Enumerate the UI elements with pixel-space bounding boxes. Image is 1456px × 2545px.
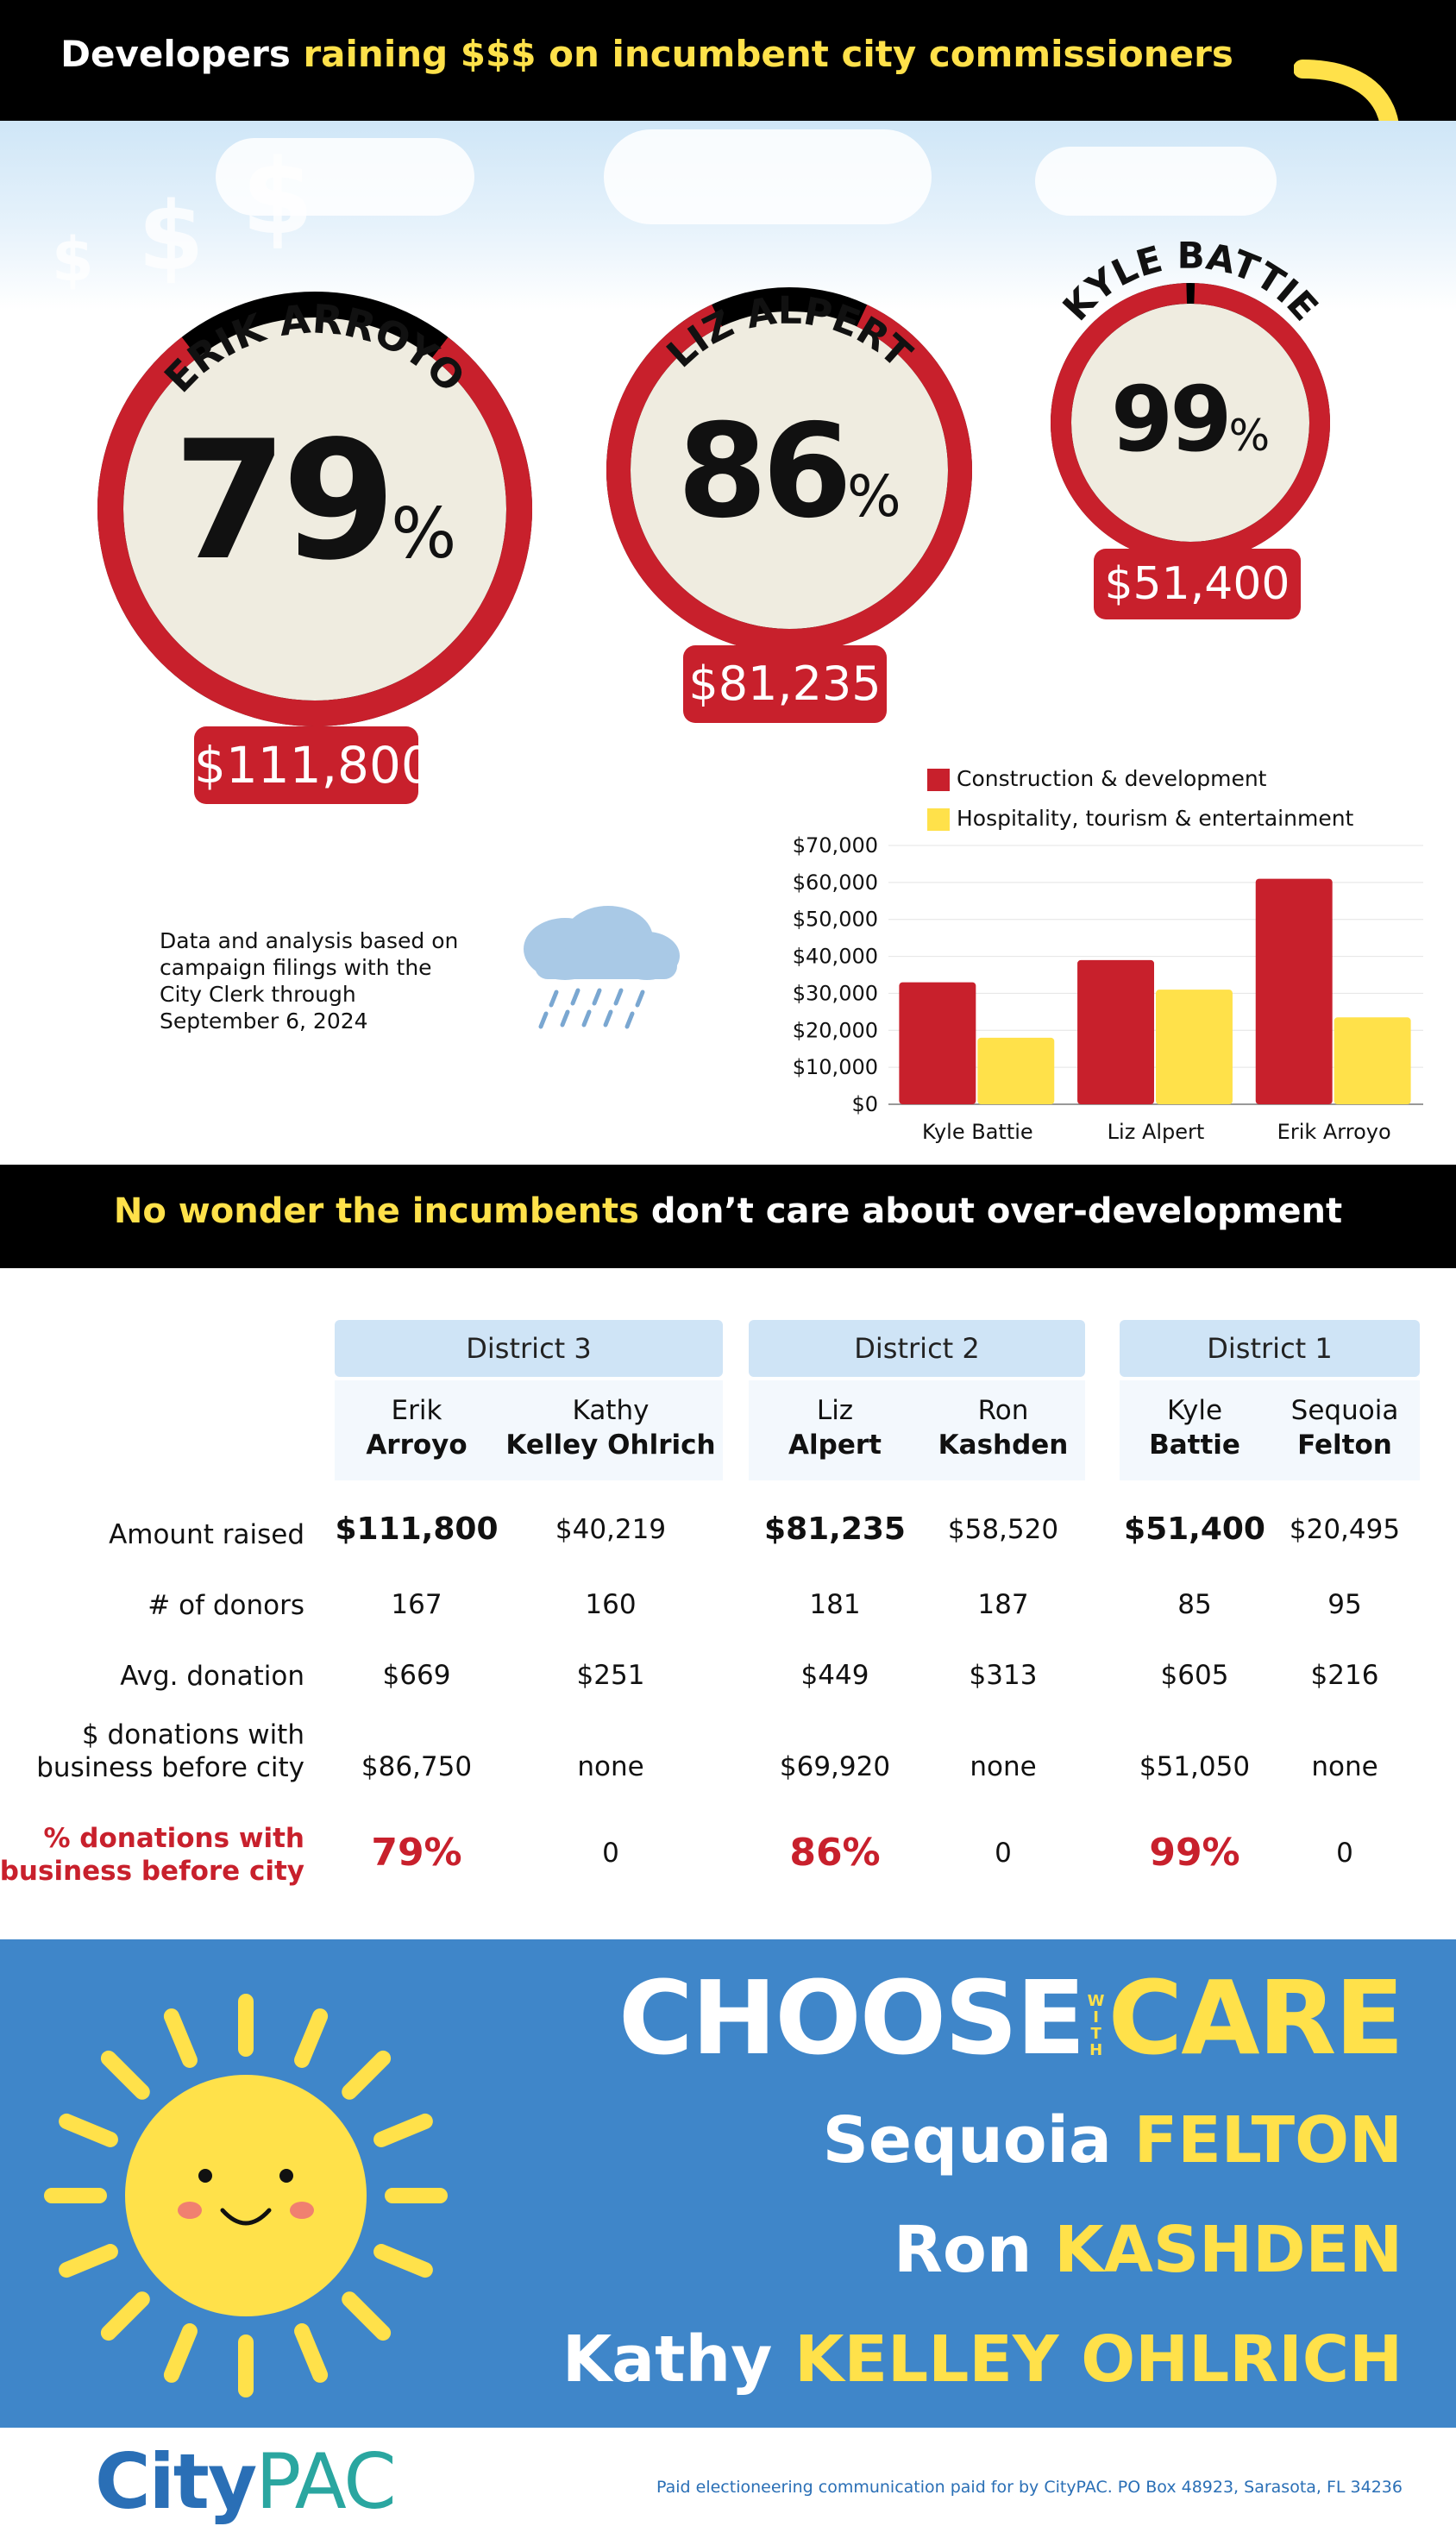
table-cell: $20,495 (1289, 1514, 1401, 1545)
table-cell: 187 (977, 1589, 1029, 1620)
table-cell: none (1311, 1751, 1378, 1782)
table-cell: none (970, 1751, 1037, 1782)
legend-hospitality: Hospitality, tourism & entertainment (927, 806, 1353, 831)
sun-icon (35, 1984, 457, 2407)
table-cell: 99% (1149, 1831, 1240, 1875)
table-cell: $251 (576, 1660, 645, 1691)
gauge-amount-erik-arroyo: $111,800 (194, 726, 418, 804)
table-cell: $69,920 (779, 1751, 891, 1782)
rain-cloud-icon (505, 906, 686, 1044)
row-label-dollar-business: $ donations with business before city (36, 1719, 304, 1783)
gauge-percent-liz-alpert: 86% (677, 397, 901, 547)
gauge-name-liz-alpert: LIZ ALPERT (658, 288, 920, 377)
y-tick-label: $20,000 (792, 1018, 878, 1043)
table-cell: 0 (602, 1838, 619, 1869)
candidate-ron-kashden: Ron Kashden (938, 1395, 1069, 1461)
table-cell: 85 (1177, 1589, 1212, 1620)
x-tick-label: Liz Alpert (1107, 1120, 1205, 1144)
gauge-name-kyle-battie: KYLE BATTIE (1054, 234, 1327, 330)
sun-ray (66, 2121, 110, 2140)
x-tick-label: Erik Arroyo (1277, 1120, 1391, 1144)
sun-ray (66, 2252, 110, 2270)
y-tick-label: $60,000 (792, 870, 878, 895)
sun-ray (349, 2299, 383, 2333)
table-cell: $51,050 (1139, 1751, 1251, 1782)
with-label: W I T H (1087, 1991, 1105, 2059)
endorse-kathy-kelley-ohlrich: Kathy KELLEY OHLRICH (562, 2322, 1403, 2397)
disclaimer: Paid electioneering communication paid for by CityPAC. PO Box 48923, Sarasota, FL 34236 (656, 2478, 1403, 2497)
source-note: Data and analysis based on campaign filings with the City Clerk through September 6, 2024 (160, 928, 459, 1034)
y-tick-label: $50,000 (792, 907, 878, 932)
sun-ray (109, 2058, 142, 2092)
table-cell: 167 (391, 1589, 442, 1620)
row-label-amount-raised: Amount raised (109, 1519, 304, 1550)
table-cell: $605 (1160, 1660, 1229, 1691)
row-label-donors: # of donors (147, 1590, 304, 1621)
gauge-amount-liz-alpert: $81,235 (683, 645, 887, 723)
headline-part-white: Developers (60, 33, 304, 75)
bar-construction (1077, 960, 1154, 1104)
top-banner-headline (0, 33, 1294, 75)
candidate-erik-arroyo: Erik Arroyo (366, 1395, 468, 1461)
middle-headline-white: don’t care about over-development (639, 1191, 1343, 1231)
x-tick-label: Kyle Battie (921, 1120, 1033, 1144)
table-cell: 0 (995, 1838, 1012, 1869)
table-cell: $449 (800, 1660, 869, 1691)
gauge-percent-kyle-battie: 99% (1110, 367, 1271, 472)
gauge-percent-erik-arroyo: 79% (173, 405, 457, 596)
candidate-liz-alpert: Liz Alpert (788, 1395, 882, 1461)
row-label-percent-business: % donations with business before city (0, 1823, 304, 1887)
bar-construction (899, 983, 976, 1104)
headline-part-yellow: raining $$$ on incumbent city commissioners (303, 33, 1233, 75)
endorse-sequoia-felton: Sequoia FELTON (822, 2103, 1403, 2177)
bar-hospitality (1156, 990, 1233, 1104)
gauge-name-erik-arroyo: ERIK ARROYO (155, 295, 474, 402)
table-cell: 95 (1327, 1589, 1362, 1620)
table-cell: 181 (809, 1589, 861, 1620)
gauge-amount-kyle-battie: $51,400 (1094, 549, 1301, 619)
sun-ray (172, 2016, 190, 2060)
endorse-ron-kashden: Ron KASHDEN (893, 2213, 1403, 2287)
sun-ray (381, 2252, 425, 2270)
sun-ray (172, 2331, 190, 2375)
sky-background: $ $ $ (0, 121, 1456, 311)
bar-construction (1256, 879, 1333, 1104)
y-tick-label: $70,000 (792, 833, 878, 858)
table-cell: $51,400 (1124, 1511, 1265, 1547)
bar-hospitality (1334, 1017, 1411, 1104)
district-3-header: District 3 (335, 1320, 723, 1377)
table-cell: $86,750 (361, 1751, 473, 1782)
table-cell: $40,219 (555, 1514, 667, 1545)
choose-with-care-title: CHOOSE W I T H CARE (618, 1958, 1403, 2077)
bar-hospitality (977, 1038, 1054, 1104)
district-1-header: District 1 (1120, 1320, 1420, 1377)
bar-chart (759, 751, 1432, 1156)
table-cell: 160 (585, 1589, 637, 1620)
y-tick-label: $30,000 (792, 981, 878, 1006)
candidate-kyle-battie: Kyle Battie (1149, 1395, 1240, 1461)
y-tick-label: $10,000 (792, 1055, 878, 1080)
sun-ray (109, 2299, 142, 2333)
table-cell: $313 (969, 1660, 1038, 1691)
table-cell: $216 (1310, 1660, 1379, 1691)
sun-ray (349, 2058, 383, 2092)
table-cell: 79% (371, 1831, 462, 1875)
candidate-sequoia-felton: Sequoia Felton (1290, 1395, 1399, 1461)
citypac-logo: CityPAC (95, 2437, 395, 2526)
legend-construction: Construction & development (927, 766, 1267, 791)
y-tick-label: $40,000 (792, 944, 878, 969)
middle-headline-yellow: No wonder the incumbents (113, 1191, 639, 1231)
sun-ray (302, 2331, 320, 2375)
sun-ray (302, 2016, 320, 2060)
sun-ray (381, 2121, 425, 2140)
table-cell: 86% (789, 1831, 881, 1875)
table-cell: $669 (382, 1660, 451, 1691)
district-2-header: District 2 (749, 1320, 1085, 1377)
row-label-avg-donation: Avg. donation (120, 1661, 304, 1692)
table-cell: $58,520 (947, 1514, 1059, 1545)
table-cell: $111,800 (335, 1511, 499, 1547)
table-cell: 0 (1336, 1838, 1353, 1869)
table-cell: $81,235 (764, 1511, 906, 1547)
y-tick-label: $0 (851, 1092, 878, 1116)
candidate-kathy-kelley-ohlrich: Kathy Kelley Ohlrich (505, 1395, 716, 1461)
table-cell: none (577, 1751, 644, 1782)
middle-banner-headline (0, 1191, 1456, 1231)
